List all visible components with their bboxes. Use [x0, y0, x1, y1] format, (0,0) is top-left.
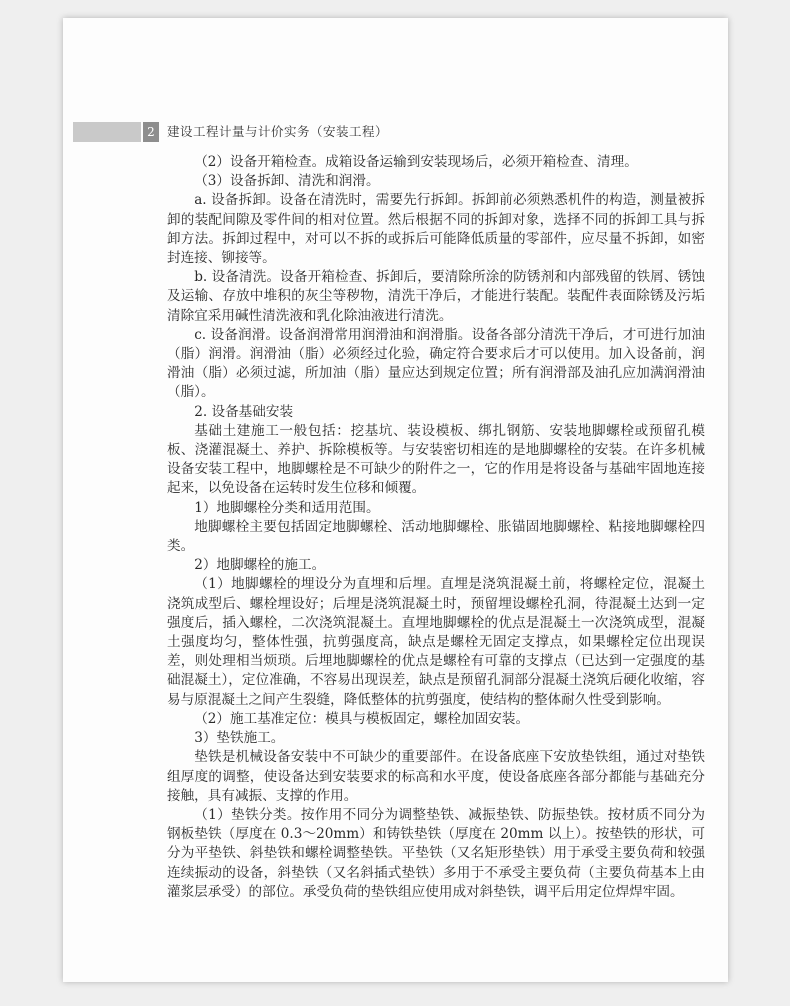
- paragraph: 基础土建施工一般包括：挖基坑、装设模板、绑扎钢筋、安装地脚螺栓或预留孔模板、浇灌混凝土、养护、拆除模板等。与安装密切相连的是地脚螺栓的安装。在许多机械设备安装工程中，地脚螺栓是不可缺少的附件之一，它的作用是将设备与基础牢固地连接起来，以免设备在运转时发生位移和倾覆。: [167, 422, 705, 497]
- paragraph: （1）垫铁分类。按作用不同分为调整垫铁、减振垫铁、防振垫铁。按材质不同分为钢板垫铁（厚度在 0.3～20mm）和铸铁垫铁（厚度在 20mm 以上）。按垫铁的形状，可分为平垫铁、斜垫铁和螺栓调整垫铁。平垫铁（又名矩形垫铁）用于承受主要负荷和较强连续振动的设备，斜垫铁（又名斜插式垫铁）多用于不承受主要负荷（主要负荷基本上由灌浆层承受）的部位。承受负荷的垫铁组应使用成对斜垫铁，调平后用定位焊焊牢固。: [167, 806, 705, 900]
- paragraph: a. 设备拆卸。设备在清洗时，需要先行拆卸。拆卸前必须熟悉机件的构造，测量被拆卸的装配间隙及零件间的相对位置。然后根据不同的拆卸对象，选择不同的拆卸工具与拆卸方法。拆卸过程中，对可以不拆的或拆后可能降低质量的零部件，应尽量不拆卸，如密封连接、铆接等。: [167, 192, 705, 267]
- paragraph: 地脚螺栓主要包括固定地脚螺栓、活动地脚螺栓、胀锚固地脚螺栓、粘接地脚螺栓四类。: [167, 518, 705, 555]
- header-bar: [73, 122, 141, 142]
- section-heading: 2. 设备基础安装: [194, 403, 294, 420]
- paragraph: （3）设备拆卸、清洗和润滑。: [194, 173, 380, 190]
- paragraph: 2）地脚螺栓的施工。: [194, 557, 326, 574]
- running-header-title: 建设工程计量与计价实务（安装工程）: [167, 124, 389, 139]
- paragraph: （1）地脚螺栓的埋设分为直埋和后埋。直埋是浇筑混凝土前，将螺栓定位，混凝土浇筑成型后、螺栓埋设好；后埋是浇筑混凝土时，预留埋设螺栓孔洞，待混凝土达到一定强度后，插入螺栓，二次浇筑混凝土。直埋地脚螺栓的优点是混凝土一次浇筑成型，混凝土强度均匀，整体性强，抗剪强度高，缺点是螺栓无固定支撑点，如果螺栓定位出现误差，则处理相当烦琐。后埋地脚螺栓的优点是螺栓有可靠的支撑点（已达到一定强度的基础混凝土），定位准确，不容易出现误差，缺点是预留孔洞部分混凝土浇筑后硬化收缩，容易与原混凝土之间产生裂缝，降低整体的抗剪强度，使结构的整体耐久性受到影响。: [167, 576, 705, 708]
- paragraph: 3）垫铁施工。: [194, 730, 285, 747]
- paragraph: 1）地脚螺栓分类和适用范围。: [194, 499, 380, 516]
- body-text: [167, 153, 705, 902]
- page-number: 2: [143, 122, 159, 142]
- paragraph: c. 设备润滑。设备润滑常用润滑油和润滑脂。设备各部分清洗干净后，才可进行加油（脂）润滑。润滑油（脂）必须经过化验，确定符合要求后才可以使用。加入设备前，润滑油（脂）必须过滤，所加油（脂）量应达到规定位置；所有润滑部及油孔应加满润滑油（脂）。: [167, 326, 705, 401]
- paragraph: 垫铁是机械设备安装中不可缺少的重要部件。在设备底座下安放垫铁组，通过对垫铁组厚度的调整，使设备达到安装要求的标高和水平度，使设备底座各部分都能与基础充分接触，具有减振、支撑的作用。: [167, 749, 705, 804]
- paragraph: （2）施工基准定位：模具与模板固定，螺栓加固安装。: [194, 710, 530, 727]
- book-page: [63, 18, 728, 982]
- paragraph: （2）设备开箱检查。成箱设备运输到安装现场后，必须开箱检查、清理。: [194, 154, 638, 170]
- paragraph: b. 设备清洗。设备开箱检查、拆卸后，要清除所涂的防锈剂和内部残留的铁屑、锈蚀及运输、存放中堆积的灰尘等秽物，清洗干净后，才能进行装配。装配件表面除锈及污垢清除宜采用碱性清洗液和乳化除油液进行清洗。: [167, 269, 705, 324]
